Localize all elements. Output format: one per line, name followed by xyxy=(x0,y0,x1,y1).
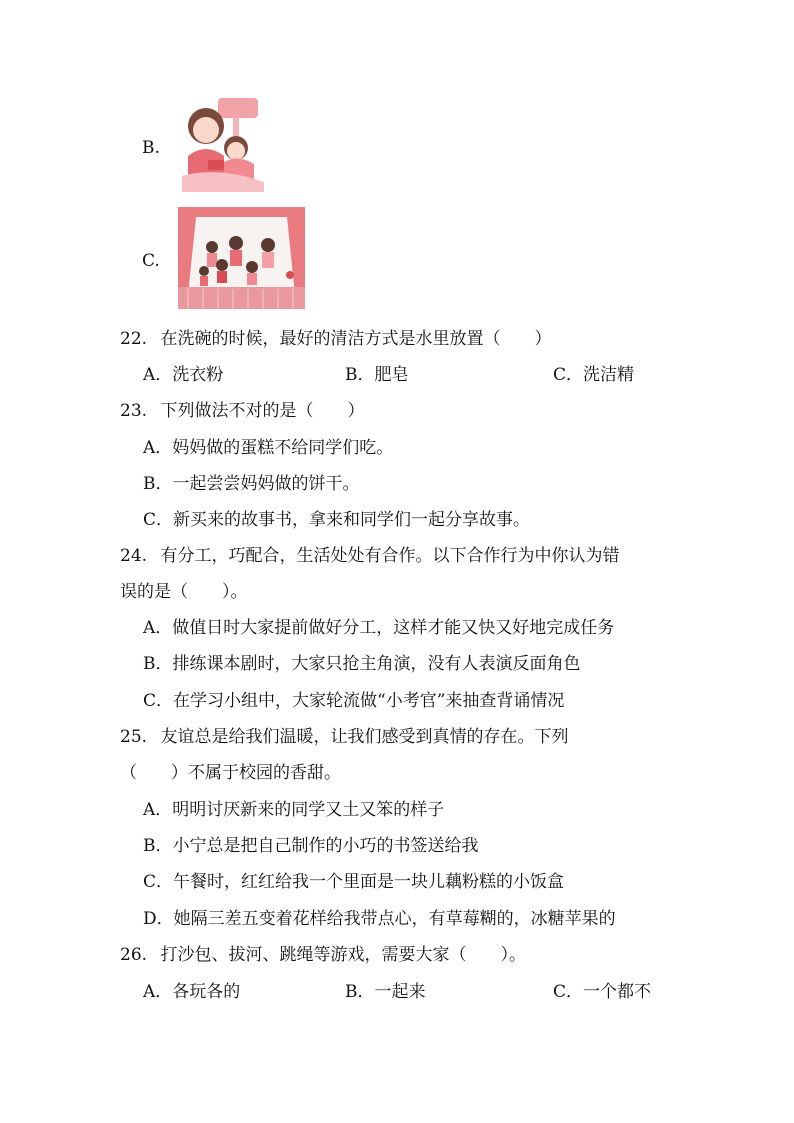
question-24-stem-line-2: 误的是（ ）。 xyxy=(120,582,248,602)
option-24-c: C．在学习小组中，大家轮流做“小考官”来抽查背诵情况 xyxy=(143,691,565,711)
question-stem: 在洗碗的时候，最好的清洁方式是水里放置（ ） xyxy=(160,329,552,349)
option-26-b: B．一起来 xyxy=(345,982,426,1002)
question-stem-line-1: 友谊总是给我们温暖，让我们感受到真情的存在。下列 xyxy=(160,727,569,747)
option-23-a: A．妈妈做的蛋糕不给同学们吃。 xyxy=(143,438,394,458)
question-stem-line-1: 有分工，巧配合，生活处处有合作。以下合作行为中你认为错 xyxy=(160,546,620,566)
option-22-c: C．洗洁精 xyxy=(553,365,635,385)
option-25-c: C．午餐时，红红给我一个里面是一块儿藕粉糕的小饭盒 xyxy=(143,872,565,892)
option-26-a: A．各玩各的 xyxy=(143,982,241,1002)
option-25-b: B．小宁总是把自己制作的小巧的书签送给我 xyxy=(143,836,479,856)
question-number: 25. xyxy=(120,727,148,747)
question-stem: 打沙包、拔河、跳绳等游戏，需要大家（ ）。 xyxy=(160,945,526,965)
option-26-c: C．一个都不 xyxy=(553,982,652,1002)
question-25 xyxy=(120,726,568,748)
option-22-a: A．洗衣粉 xyxy=(143,365,224,385)
option-24-b: B．排练课本剧时，大家只抢主角演，没有人表演反面角色 xyxy=(143,654,581,674)
question-26 xyxy=(120,944,526,966)
question-number: 24. xyxy=(120,546,148,566)
option-25-a: A．明明讨厌新来的同学又土又笨的样子 xyxy=(143,800,445,820)
picture-kids-sharing xyxy=(178,96,268,192)
option-23-b: B．一起尝尝妈妈做的饼干。 xyxy=(143,474,360,494)
question-number: 23. xyxy=(120,401,148,421)
option-23-c: C．新买来的故事书，拿来和同学们一起分享故事。 xyxy=(143,510,531,530)
option-c-label: C. xyxy=(142,251,160,271)
picture-stage-play xyxy=(178,207,305,309)
question-number: 26. xyxy=(120,945,148,965)
option-b-label: B. xyxy=(142,138,160,158)
question-stem: 下列做法不对的是（ ） xyxy=(160,401,365,421)
option-25-d: D．她隔三差五变着花样给我带点心，有草莓糊的，冰糖苹果的 xyxy=(143,909,616,929)
question-25-stem-line-2: （ ）不属于校园的香甜。 xyxy=(120,763,341,783)
question-23 xyxy=(120,400,364,422)
option-24-a: A．做值日时大家提前做好分工，这样才能又快又好地完成任务 xyxy=(143,618,615,638)
question-number: 22. xyxy=(120,329,148,349)
option-22-b: B．肥皂 xyxy=(345,365,409,385)
question-22 xyxy=(120,328,551,350)
question-24 xyxy=(120,545,619,567)
